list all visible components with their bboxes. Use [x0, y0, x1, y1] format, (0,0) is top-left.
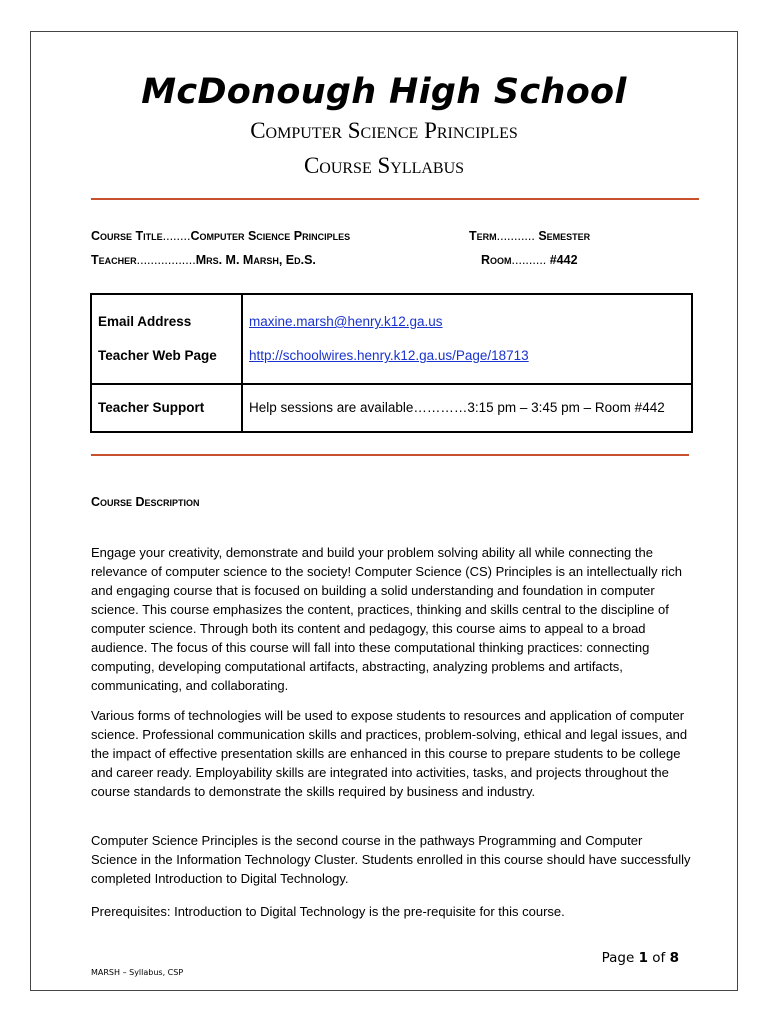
contact-row	[91, 294, 692, 384]
support-label: Teacher Support	[91, 384, 242, 432]
course-title-value: Computer Science Principles	[190, 229, 351, 243]
web-page-value-wrap	[249, 339, 685, 373]
room-leader: ..........	[511, 253, 550, 267]
contact-label-cell	[91, 294, 242, 384]
course-title-leader: ........	[162, 229, 191, 243]
syllabus-heading: Course Syllabus	[303, 153, 465, 178]
header-divider	[91, 198, 699, 200]
room-line	[481, 253, 578, 267]
page-word: Page	[601, 950, 639, 966]
page-of: of	[647, 950, 670, 966]
web-page-link[interactable]: http://schoolwires.henry.k12.ga.us/Page/18713	[249, 348, 529, 363]
teacher-label: Teacher	[91, 253, 137, 267]
email-label: Email Address	[98, 314, 192, 329]
support-row	[91, 384, 692, 432]
course-name-heading: Computer Science Principles	[250, 118, 518, 143]
teacher-value: Mrs. M. Marsh, Ed.S.	[195, 253, 316, 267]
page-current: 1	[638, 950, 648, 966]
description-paragraph-1: Engage your creativity, demonstrate and build your problem solving ability all while connecting the relevance of computer science to the society! Computer Science (CS) Principles is an intellectually rich and engaging course that is focused on building a solid understanding and foundation in computer science. This course emphasizes the content, practices, thinking and skills central to the discipline of computer science. Through both its content and pedagogy, this course aims to appeal to a broad audience. The focus of this course will fall into these computational thinking practices: connecting computing, developing computational artifacts, abstracting, analyzing problems and artifacts, communicating, and collaborating.	[91, 545, 683, 693]
contact-table	[90, 293, 693, 433]
course-title-line	[91, 229, 350, 243]
prerequisites-paragraph: Prerequisites: Introduction to Digital Technology is the pre-requisite for this course.	[91, 904, 565, 919]
email-link[interactable]: maxine.marsh@henry.k12.ga.us	[249, 314, 443, 329]
term-label: Term	[469, 229, 497, 243]
document-page	[30, 31, 738, 991]
footer-note: MARSH – Syllabus, CSP	[91, 968, 184, 977]
term-value: Semester	[538, 229, 591, 243]
teacher-line	[91, 253, 316, 267]
room-label: Room	[481, 253, 512, 267]
description-paragraph-3: Computer Science Principles is the second course in the pathways Programming and Computer Science in the Information Technology Cluster. Students enrolled in this course should have successfully completed Introduction to Digital Technology.	[91, 833, 691, 886]
section-divider	[91, 454, 689, 456]
web-page-label: Teacher Web Page	[98, 348, 217, 363]
course-description-heading: Course Description	[91, 495, 200, 509]
term-line	[469, 229, 590, 243]
page-number	[602, 950, 679, 966]
room-value: #442	[549, 253, 578, 267]
school-name: McDonough High School	[141, 72, 627, 112]
support-value: Help sessions are available…………3:15 pm – 3:45 pm – Room #442	[242, 384, 692, 432]
page-total: 8	[669, 950, 679, 966]
description-paragraph-2: Various forms of technologies will be used to expose students to resources and application of computer science. Professional communication skills and practices, problem-solving, ethical and legal issues, and the impact of effective presentation skills are enhanced in this course to prepare students to be college and career ready. Employability skills are integrated into activities, tasks, and projects throughout the course standards to demonstrate the skills required by business and industry.	[91, 708, 688, 799]
course-title-label: Course Title	[91, 229, 163, 243]
teacher-leader: .................	[136, 253, 196, 267]
contact-value-cell	[242, 294, 692, 384]
email-value-wrap	[249, 305, 685, 339]
term-leader: ...........	[496, 229, 539, 243]
